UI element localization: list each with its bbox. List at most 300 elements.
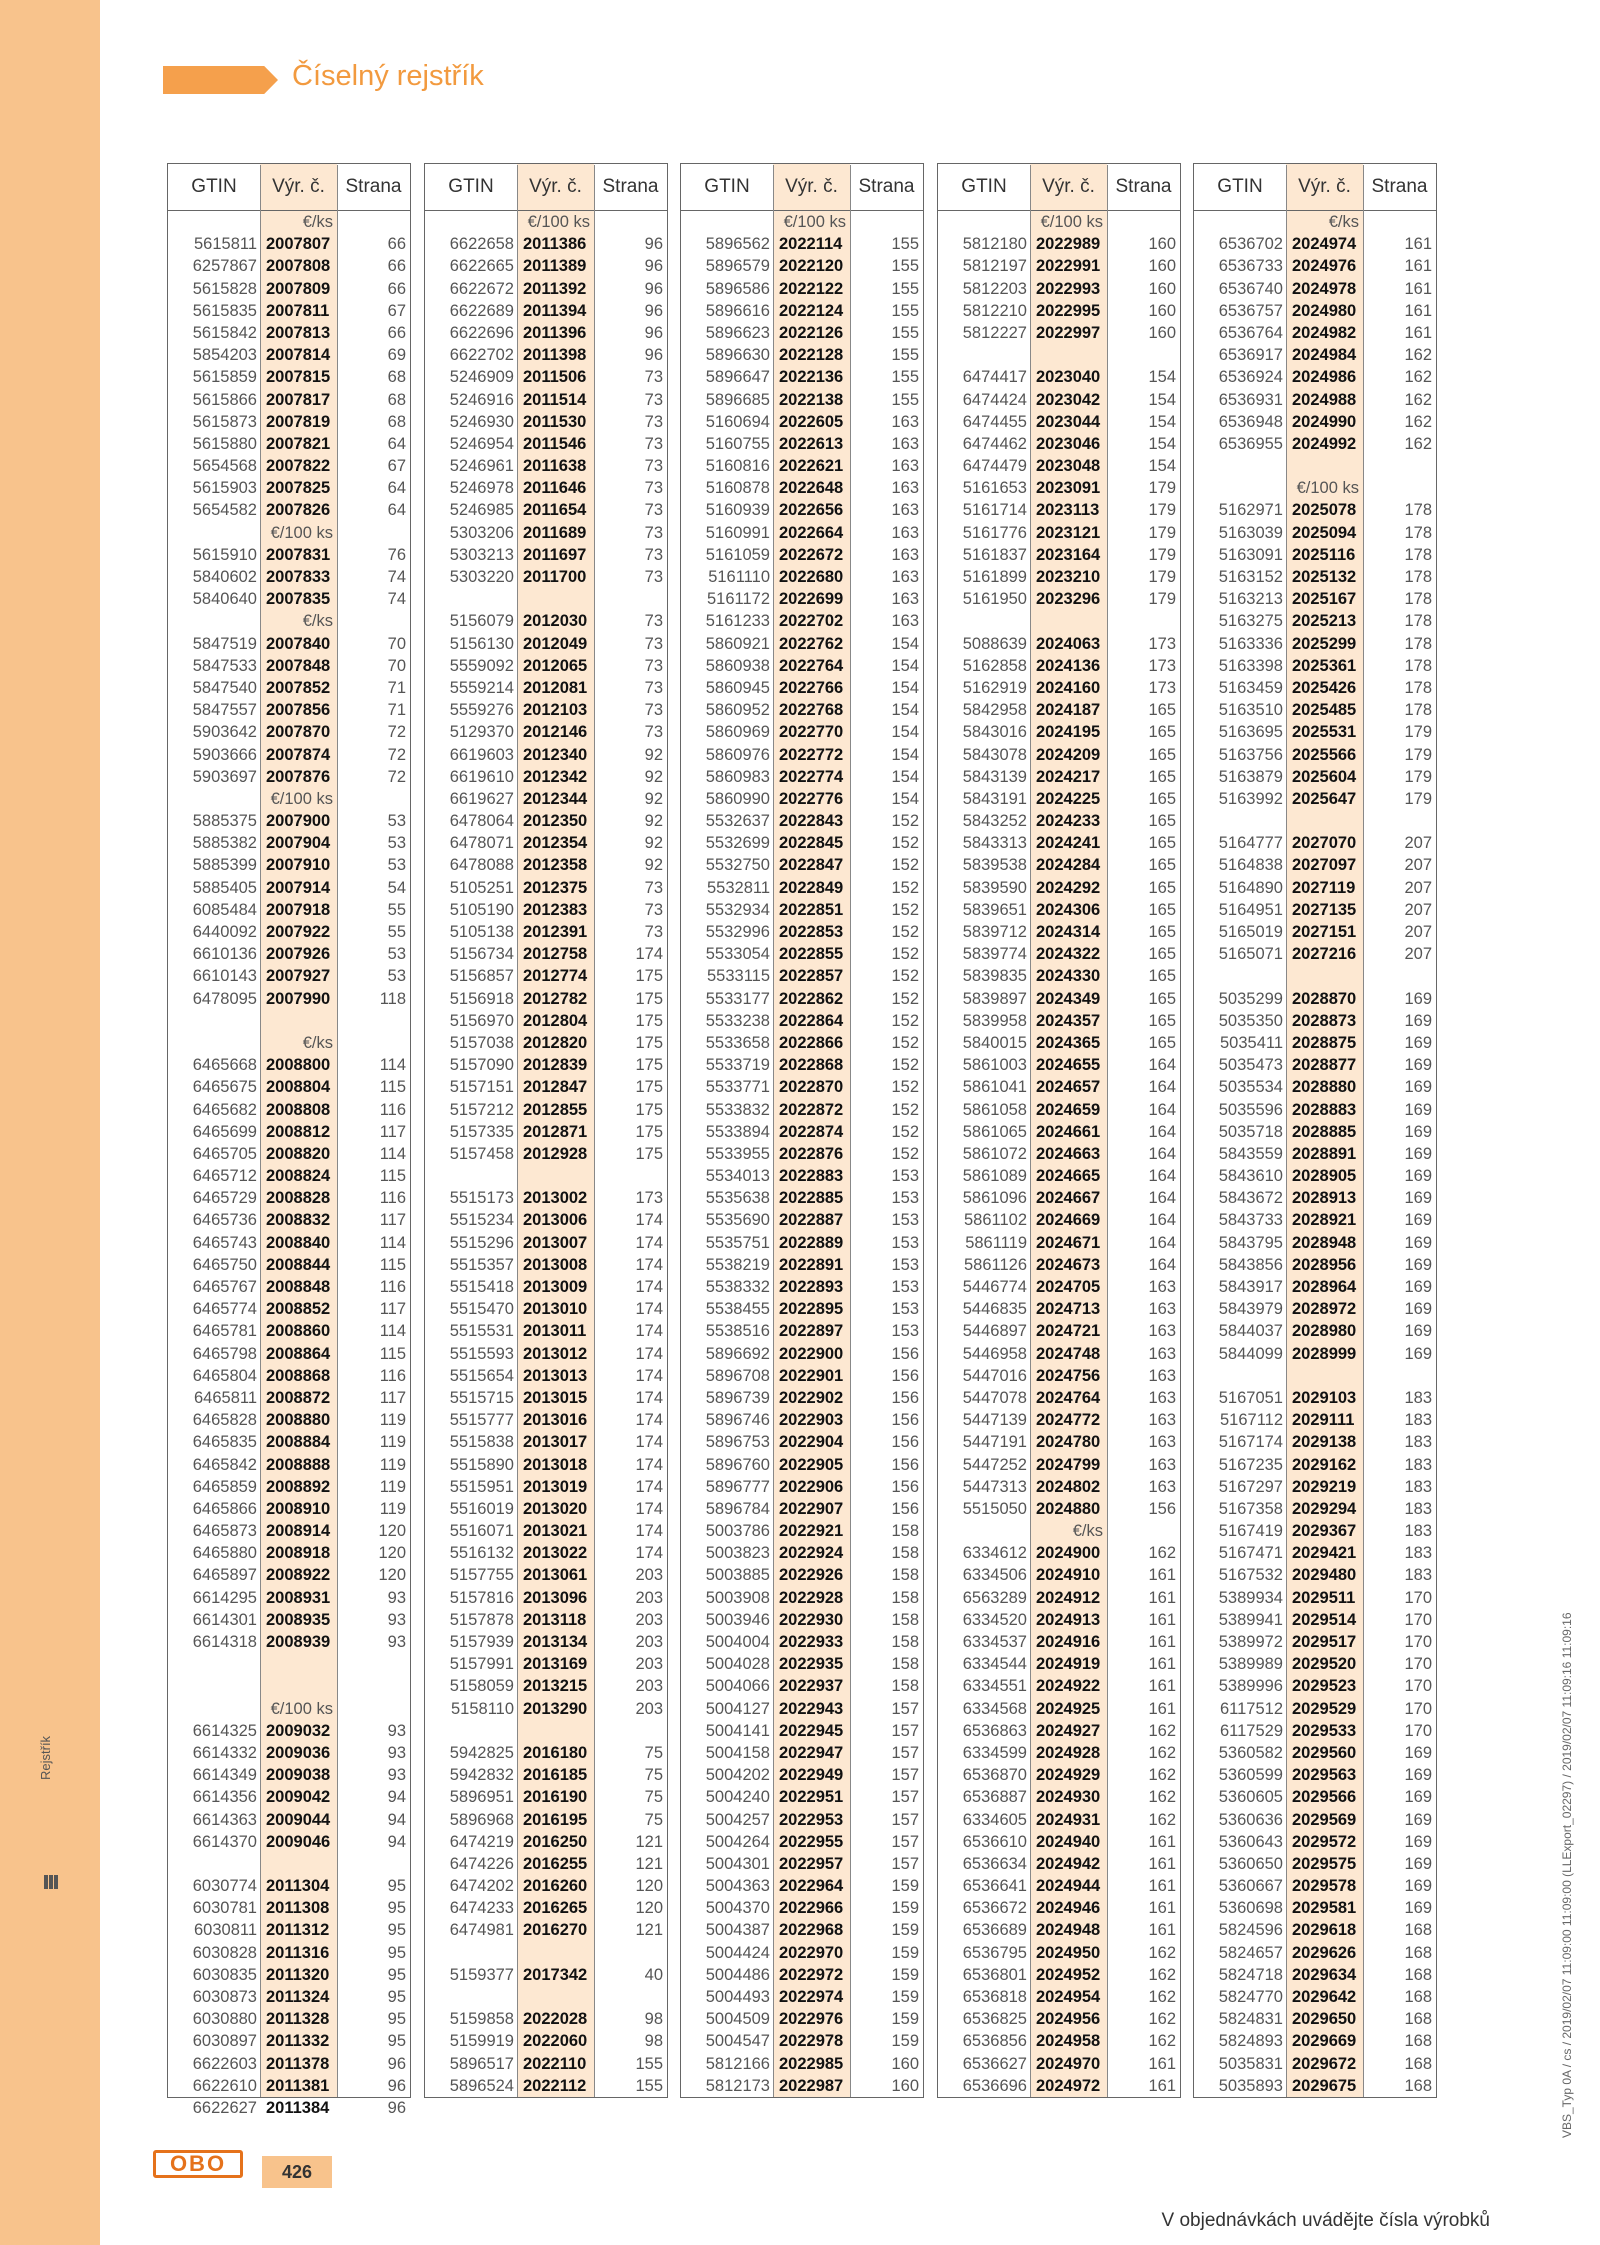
gtin-cell: 5035534: [1218, 1078, 1283, 1097]
table-row: [1194, 1454, 1436, 1476]
gtin-cell: 5157335: [449, 1122, 514, 1141]
page-cell: 179: [1404, 745, 1432, 764]
gtin-cell: 5159377: [449, 1965, 514, 1984]
table-row: [938, 1365, 1180, 1387]
page-cell: 183: [1404, 1566, 1432, 1585]
product-number-cell: 2029529: [1292, 1699, 1357, 1718]
page-cell: 169: [1404, 1122, 1432, 1141]
page-cell: 116: [379, 1278, 406, 1296]
table-row: [681, 921, 923, 943]
table-row: [938, 1542, 1180, 1564]
product-number-cell: 2022872: [779, 1100, 844, 1119]
table-row: [681, 1276, 923, 1298]
product-number-cell: 2024927: [1036, 1721, 1101, 1740]
table-row: [425, 965, 667, 987]
table-row: [938, 588, 1180, 610]
gtin-cell: 5389941: [1218, 1610, 1283, 1629]
table-row: [938, 1964, 1180, 1986]
table-row: [425, 943, 667, 965]
gtin-cell: 5035893: [1218, 2076, 1283, 2095]
page-cell: 161: [1148, 1921, 1176, 1940]
gtin-cell: 6622603: [192, 2054, 257, 2073]
obo-logo: OBO: [153, 2150, 243, 2178]
gtin-cell: 5896692: [705, 1344, 770, 1363]
page-cell: 159: [891, 1877, 919, 1896]
page-cell: 162: [1148, 1943, 1176, 1962]
page-cell: 161: [1404, 235, 1432, 254]
gtin-cell: 5843078: [962, 745, 1027, 764]
column-header-strana: Strana: [602, 176, 659, 197]
table-row: [681, 988, 923, 1010]
gtin-cell: 5004240: [705, 1788, 770, 1807]
table-row: [1194, 1853, 1436, 1875]
page-cell: 158: [891, 1655, 919, 1674]
product-number-cell: 2022845: [779, 834, 844, 853]
gtin-cell: 6474202: [449, 1877, 514, 1896]
gtin-cell: 5538219: [705, 1255, 770, 1274]
page-cell: 158: [891, 1677, 919, 1696]
gtin-cell: 5035350: [1218, 1011, 1283, 1030]
table-row: [1194, 1986, 1436, 2008]
product-number-cell: 2011654: [523, 501, 587, 520]
product-number-cell: 2022933: [779, 1633, 844, 1651]
page-cell: 170: [1404, 1721, 1432, 1740]
table-row: [425, 1875, 667, 1897]
page-cell: 92: [644, 745, 663, 764]
product-number-cell: 2025132: [1292, 568, 1357, 586]
column-header-gtin: GTIN: [961, 176, 1007, 197]
page-cell: 75: [644, 1810, 663, 1829]
page-cell: 169: [1404, 989, 1432, 1008]
product-number-cell: 2016195: [523, 1810, 588, 1829]
table-row: [1194, 1875, 1436, 1897]
page-cell: 162: [1404, 346, 1432, 365]
product-number-cell: 2022853: [779, 923, 844, 941]
page-cell: 169: [1404, 1899, 1432, 1918]
page-cell: 73: [644, 723, 663, 742]
table-row: [681, 322, 923, 344]
product-number-cell: 2024780: [1036, 1433, 1101, 1452]
table-row: [168, 389, 410, 411]
page-cell: 175: [635, 1011, 663, 1030]
gtin-cell: 6619603: [449, 745, 514, 764]
gtin-cell: 5157090: [449, 1056, 514, 1075]
gtin-cell: 5160939: [705, 501, 770, 520]
product-number-cell: 2024063: [1036, 634, 1101, 653]
gtin-cell: 5615903: [192, 479, 257, 498]
gtin-cell: 5004202: [705, 1766, 770, 1785]
product-number-cell: 2028948: [1292, 1233, 1357, 1252]
product-number-cell: [1286, 455, 1363, 477]
table-row: [168, 988, 410, 1010]
page-cell: 178: [1404, 501, 1432, 520]
product-number-cell: 2024292: [1036, 878, 1101, 897]
table-row: [1194, 610, 1436, 632]
gtin-cell: 5004004: [705, 1633, 770, 1651]
gtin-cell: 5389934: [1218, 1588, 1283, 1607]
gtin-cell: 5533832: [705, 1100, 770, 1119]
product-number-cell: 2022870: [779, 1078, 844, 1097]
gtin-cell: 6536818: [962, 1988, 1027, 2006]
product-number-cell: [1030, 344, 1107, 366]
page-cell: 170: [1404, 1655, 1432, 1674]
gtin-cell: 5163459: [1218, 678, 1283, 697]
page-cell: 163: [1148, 1477, 1176, 1496]
gtin-cell: 6614301: [192, 1610, 257, 1629]
column-header-gtin: GTIN: [191, 176, 237, 197]
product-number-cell: 2029672: [1292, 2054, 1357, 2073]
page-cell: 157: [891, 1766, 919, 1785]
table-row: [168, 1498, 410, 1520]
page-cell: 55: [387, 923, 406, 941]
page-cell: 207: [1404, 834, 1432, 853]
product-number-cell: 2022120: [779, 257, 844, 276]
gtin-cell: 5161059: [705, 545, 770, 564]
gtin-cell: 5840602: [192, 568, 257, 586]
table-row: [425, 366, 667, 388]
page-cell: 53: [387, 812, 406, 831]
table-row: [1194, 1431, 1436, 1453]
table-row: [425, 1809, 667, 1831]
page-cell: [594, 1986, 667, 2008]
product-number-cell: 2024705: [1036, 1278, 1101, 1296]
page-cell: 164: [1148, 1233, 1176, 1252]
table-row: [681, 1720, 923, 1742]
product-number-cell: 2029581: [1292, 1899, 1357, 1918]
page-cell: 169: [1404, 1766, 1432, 1785]
gtin-cell: 5824770: [1218, 1988, 1283, 2006]
table-row: [681, 499, 923, 521]
page-cell: 207: [1404, 923, 1432, 941]
product-number-cell: 2024984: [1292, 346, 1357, 365]
gtin-cell: 6465705: [192, 1144, 257, 1163]
product-number-cell: 2011394: [523, 301, 587, 320]
product-number-cell: 2007835: [266, 590, 331, 609]
product-number-cell: 2029634: [1292, 1965, 1357, 1984]
column-header-strana: Strana: [345, 176, 402, 197]
gtin-cell: [168, 1653, 260, 1675]
gtin-cell: 5896524: [449, 2076, 514, 2095]
table-row: [1194, 766, 1436, 788]
table-row: [425, 1520, 667, 1542]
product-number-cell: 2024930: [1036, 1788, 1101, 1807]
product-number-cell: 2024910: [1036, 1566, 1101, 1585]
gtin-cell: 6536689: [962, 1921, 1027, 1940]
product-number-cell: [1286, 810, 1363, 832]
table-row: [938, 1276, 1180, 1298]
page-cell: 178: [1404, 656, 1432, 675]
page-cell: 98: [644, 2010, 663, 2029]
page-cell: 156: [891, 1344, 919, 1363]
page-cell: 152: [891, 900, 919, 919]
product-number-cell: 2024225: [1036, 789, 1101, 808]
gtin-cell: 6334537: [962, 1633, 1027, 1651]
product-number-cell: 2029642: [1292, 1988, 1357, 2006]
product-number-cell: 2022136: [779, 368, 844, 387]
price-unit-label: €/100 ks: [270, 523, 333, 542]
product-number-cell: 2009038: [266, 1766, 331, 1785]
page-cell: 153: [891, 1189, 919, 1208]
gtin-cell: 5903642: [192, 723, 257, 742]
table-row: [938, 1409, 1180, 1431]
page-cell: 157: [891, 1832, 919, 1851]
gtin-cell: 5516019: [449, 1499, 514, 1518]
product-number-cell: 2012065: [523, 656, 588, 675]
page-cell: 183: [1404, 1522, 1432, 1541]
product-number-cell: 2024659: [1036, 1100, 1101, 1119]
product-number-cell: 2023121: [1036, 523, 1101, 542]
page-cell: 169: [1404, 1832, 1432, 1851]
page-cell: 178: [1404, 568, 1432, 586]
page-cell: 179: [1148, 590, 1176, 609]
product-number-cell: 2025116: [1292, 545, 1356, 564]
table-row: [1194, 1409, 1436, 1431]
table-row: [1194, 1897, 1436, 1919]
page-cell: 93: [387, 1766, 406, 1785]
product-number-cell: 2022138: [779, 390, 844, 409]
page-cell: 168: [1404, 1965, 1432, 1984]
gtin-cell: 5615866: [192, 390, 257, 409]
page-cell: 154: [891, 701, 919, 720]
page-cell: 162: [1148, 2032, 1176, 2051]
product-number-cell: 2008914: [266, 1522, 331, 1541]
page-cell: 73: [644, 656, 663, 675]
page-cell: 152: [891, 878, 919, 897]
page-cell: 73: [644, 612, 663, 631]
table-row: [425, 566, 667, 588]
product-number-cell: 2028891: [1292, 1144, 1357, 1163]
gtin-cell: 5854203: [192, 346, 257, 365]
product-number-cell: 2023296: [1036, 590, 1101, 609]
page-cell: 174: [635, 1233, 663, 1252]
product-number-cell: 2012758: [523, 945, 588, 964]
product-number-cell: 2029103: [1292, 1388, 1357, 1407]
gtin-cell: 5515531: [449, 1322, 514, 1341]
page-cell: 155: [891, 323, 919, 342]
page-cell: 161: [1404, 323, 1432, 342]
page-cell: 169: [1404, 1810, 1432, 1829]
table-row: [425, 1786, 667, 1808]
table-row: [938, 1254, 1180, 1276]
product-number-cell: 2007808: [266, 257, 331, 276]
product-number-cell: 2024657: [1036, 1078, 1101, 1097]
product-number-cell: 2022964: [779, 1877, 844, 1896]
page-cell: 168: [1404, 2076, 1432, 2095]
table-row: [681, 1986, 923, 2008]
table-row: [1194, 1542, 1436, 1564]
product-number-cell: 2024980: [1292, 301, 1357, 320]
product-number-cell: 2012928: [523, 1144, 588, 1163]
gtin-cell: 5847519: [192, 634, 257, 653]
gtin-cell: 5532811: [706, 878, 770, 897]
gtin-cell: 5860938: [705, 656, 770, 675]
table-row: [1194, 1121, 1436, 1143]
product-number-cell: 2025094: [1292, 523, 1357, 542]
product-number-cell: 2024988: [1292, 390, 1357, 409]
page-cell: 156: [1148, 1499, 1176, 1518]
product-number-cell: 2008824: [266, 1167, 331, 1186]
product-number-cell: 2022897: [779, 1322, 844, 1341]
page-cell: 178: [1404, 612, 1432, 631]
page-cell: 169: [1404, 1189, 1432, 1208]
table-row: [681, 744, 923, 766]
table-row: [168, 499, 410, 521]
table-row: [681, 1387, 923, 1409]
page-cell: 161: [1148, 1899, 1176, 1918]
page-cell: 159: [891, 1943, 919, 1962]
gtin-cell: 6334599: [962, 1743, 1027, 1762]
product-number-cell: 2024956: [1036, 2010, 1101, 2029]
product-number-cell: 2022887: [779, 1211, 844, 1230]
gtin-cell: 5163275: [1218, 612, 1283, 631]
page-cell: 165: [1148, 923, 1176, 941]
product-number-cell: 2024217: [1036, 767, 1101, 786]
page-cell: 160: [891, 2076, 919, 2095]
table-row: [681, 1165, 923, 1187]
table-row: [938, 1232, 1180, 1254]
product-number-cell: 2024756: [1036, 1366, 1101, 1385]
product-number-cell: 2023164: [1036, 545, 1101, 564]
page-cell: 114: [379, 1322, 406, 1341]
gtin-cell: 5860952: [705, 701, 770, 720]
price-unit-row: [168, 610, 410, 632]
table-row: [681, 1875, 923, 1897]
gtin-cell: 5165071: [1218, 945, 1283, 964]
product-number-cell: 2013021: [523, 1522, 588, 1541]
page-cell: 162: [1404, 368, 1432, 387]
gtin-cell: 5861119: [965, 1233, 1027, 1252]
product-number-cell: 2023040: [1036, 368, 1101, 387]
gtin-cell: 5163039: [1218, 523, 1283, 542]
product-number-cell: 2024721: [1036, 1322, 1101, 1341]
product-number-cell: 2011312: [266, 1921, 330, 1940]
table-row: [168, 2075, 410, 2097]
gtin-cell: 5167471: [1218, 1544, 1283, 1563]
gtin-cell: 6610143: [192, 967, 257, 986]
product-number-cell: 2022978: [779, 2032, 844, 2051]
table-row: [425, 499, 667, 521]
table-row: [1194, 1254, 1436, 1276]
product-number-cell: 2022851: [779, 900, 844, 919]
table-row: [1194, 1609, 1436, 1631]
gtin-cell: 5654568: [192, 457, 257, 476]
table-row: [168, 1875, 410, 1897]
table-row: [1194, 1099, 1436, 1121]
table-row: [1194, 965, 1436, 987]
table-row: [168, 411, 410, 433]
product-number-cell: 2024928: [1036, 1743, 1101, 1762]
page-cell: 160: [1148, 257, 1176, 276]
gtin-cell: 6334520: [962, 1610, 1027, 1629]
gtin-cell: 5861096: [962, 1189, 1027, 1208]
product-number-cell: 2028980: [1292, 1322, 1357, 1341]
table-row: [425, 278, 667, 300]
gtin-cell: 6474233: [449, 1899, 514, 1918]
page-cell: 94: [387, 1810, 406, 1829]
product-number-cell: 2011506: [523, 368, 587, 387]
table-row: [425, 633, 667, 655]
table-row: [1194, 499, 1436, 521]
page-cell: 170: [1404, 1588, 1432, 1607]
gtin-cell: 6478064: [449, 812, 514, 831]
product-number-cell: 2024799: [1036, 1455, 1101, 1474]
product-number-cell: 2011700: [523, 568, 587, 586]
gtin-cell: 6465675: [192, 1078, 257, 1097]
table-row: [938, 544, 1180, 566]
page-cell: 165: [1148, 701, 1176, 720]
gtin-cell: 5162971: [1218, 501, 1283, 520]
page-cell: 165: [1148, 812, 1176, 831]
product-number-cell: 2022648: [779, 479, 844, 498]
table-row: [168, 1343, 410, 1365]
table-row: [938, 1343, 1180, 1365]
table-row: [168, 1254, 410, 1276]
table-row: [1194, 411, 1436, 433]
gtin-cell: 5533771: [705, 1078, 770, 1097]
page-cell: 162: [1148, 1788, 1176, 1807]
table-row: [168, 1076, 410, 1098]
page-cell: 161: [1148, 1633, 1176, 1651]
table-row: [681, 1365, 923, 1387]
page-cell: 118: [379, 989, 406, 1008]
product-number-cell: 2022945: [779, 1721, 844, 1740]
page-cell: 169: [1404, 1011, 1432, 1030]
gtin-cell: 6465811: [193, 1388, 257, 1407]
product-number-cell: 2022907: [779, 1499, 844, 1518]
page-cell: 165: [1148, 1033, 1176, 1052]
page-cell: 67: [387, 457, 406, 476]
gtin-cell: 5533955: [705, 1144, 770, 1163]
gtin-cell: 5167532: [1218, 1566, 1283, 1585]
table-row: [168, 1209, 410, 1231]
page-cell: 121: [635, 1832, 663, 1851]
product-number-cell: 2022900: [779, 1344, 844, 1363]
page-cell: 157: [891, 1721, 919, 1740]
table-row: [681, 655, 923, 677]
product-number-cell: 2023042: [1036, 390, 1101, 409]
product-number-cell: 2022680: [779, 568, 844, 586]
gtin-cell: 5861041: [962, 1078, 1027, 1097]
gtin-cell: 5559276: [449, 701, 514, 720]
page-cell: 154: [1148, 434, 1176, 453]
product-number-cell: 2022883: [779, 1167, 844, 1186]
product-number-cell: 2022895: [779, 1300, 844, 1319]
gtin-cell: [168, 1010, 260, 1032]
gtin-cell: 5839538: [962, 856, 1027, 875]
page-cell: 158: [891, 1610, 919, 1629]
table-row: [938, 1919, 1180, 1941]
gtin-cell: 6334612: [962, 1544, 1027, 1563]
table-row: [1194, 1343, 1436, 1365]
page-cell: 169: [1404, 1033, 1432, 1052]
gtin-cell: 6117512: [1219, 1699, 1283, 1718]
page-cell: 53: [387, 967, 406, 986]
page-cell: 174: [635, 1544, 663, 1563]
page-cell: 72: [387, 723, 406, 742]
product-number-cell: 2012375: [523, 878, 588, 897]
gtin-cell: 6465743: [192, 1233, 257, 1252]
page-cell: 152: [891, 989, 919, 1008]
page-cell: 165: [1148, 789, 1176, 808]
product-number-cell: 2028999: [1292, 1344, 1357, 1363]
table-row: [681, 455, 923, 477]
gtin-cell: 5515296: [449, 1233, 514, 1252]
gtin-cell: 6536672: [962, 1899, 1027, 1918]
page-cell: 114: [379, 1056, 406, 1075]
product-number-cell: 2024925: [1036, 1699, 1101, 1718]
gtin-cell: 5885375: [192, 812, 257, 831]
product-number-cell: 2025485: [1292, 701, 1357, 720]
